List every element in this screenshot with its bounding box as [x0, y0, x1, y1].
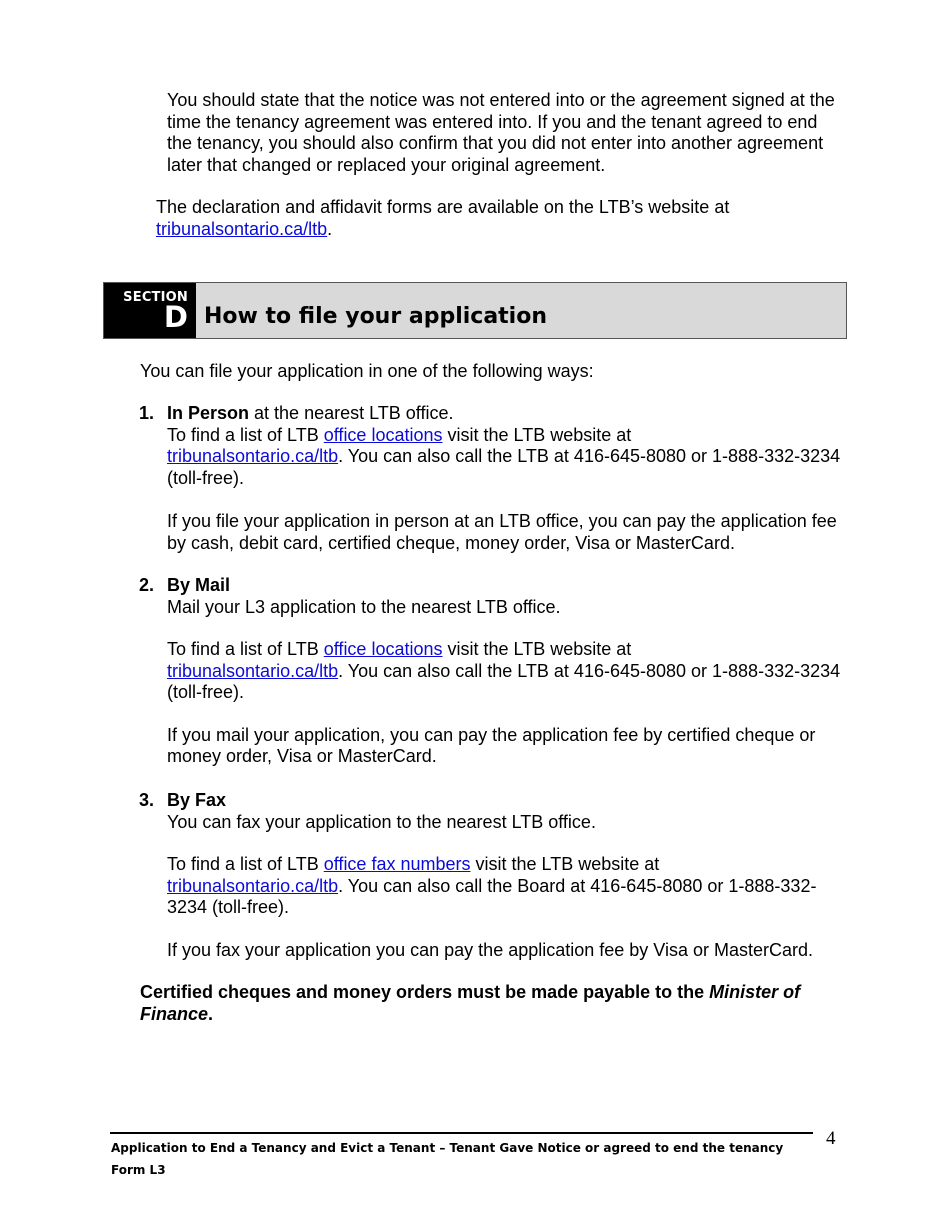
section-tab: [104, 283, 196, 338]
forms-availability-paragraph: [156, 197, 836, 240]
by-mail-heading: [167, 575, 847, 597]
item-number: 2.: [139, 575, 155, 595]
ltb-website-link[interactable]: tribunalsontario.ca/ltb: [167, 875, 339, 896]
find-text: To find a list of LTB: [167, 854, 324, 874]
call-text: . You can also call the Board at 416-645-8080 or 1-888-332-3234 (toll-free).: [167, 875, 817, 917]
by-fax-method: [167, 790, 847, 961]
item-number: 3.: [139, 790, 155, 810]
by-mail-find: [167, 639, 847, 704]
section-letter: D: [163, 300, 188, 334]
office-locations-link[interactable]: office locations: [323, 424, 443, 445]
footer-rule: [110, 1132, 813, 1134]
find-text: To find a list of LTB: [167, 424, 324, 445]
ltb-website-link[interactable]: tribunalsontario.ca/ltb: [167, 660, 339, 681]
footer-form: Form L3: [111, 1163, 166, 1177]
in-person-title-rest: at the nearest LTB office.: [249, 403, 454, 423]
by-fax-title: By Fax: [167, 790, 227, 810]
filing-methods-lead: You can file your application in one of the following ways:: [140, 361, 594, 381]
payable-italic: Minister of Finance: [140, 982, 801, 1024]
footer-title: Application to End a Tenancy and Evict a Tenant – Tenant Gave Notice or agreed to end the tenancy: [111, 1141, 784, 1155]
by-fax-intro: You can fax your application to the nearest LTB office.: [167, 811, 596, 832]
in-person-find: [167, 425, 847, 490]
item-number: 1.: [139, 403, 155, 423]
payable-end: .: [208, 1003, 214, 1024]
in-person-heading: [167, 403, 847, 425]
office-locations-link[interactable]: office locations: [323, 639, 443, 659]
period: .: [327, 218, 333, 239]
in-person-title: In Person: [167, 403, 250, 423]
by-fax-payment: If you fax your application you can pay the application fee by Visa or MasterCard.: [167, 939, 814, 960]
ltb-website-link[interactable]: tribunalsontario.ca/ltb: [156, 218, 328, 239]
find-text-end: visit the LTB website at: [442, 424, 632, 445]
forms-availability-text: The declaration and affidavit forms are available on the LTB’s website at: [156, 197, 730, 217]
page-number: 4: [826, 1128, 836, 1149]
in-person-payment: If you file your application in person at an LTB office, you can pay the application fee by cash, debit card, certified cheque, money order, Visa or MasterCard.: [167, 511, 837, 553]
intro-paragraph: You should state that the notice was not entered into or the agreement signed at the time the tenancy agreement was entered into. If you and the tenant agreed to end the tenancy, you should also confirm that you did not enter into another agreement later that changed or replaced your original agreement.: [167, 90, 835, 175]
by-mail-payment: If you mail your application, you can pay the application fee by certified cheque or money order, Visa or MasterCard.: [167, 724, 816, 766]
by-mail-method: [167, 575, 847, 768]
by-mail-intro: Mail your L3 application to the nearest LTB office.: [167, 596, 561, 617]
in-person-method: [167, 403, 847, 554]
by-fax-heading: [167, 790, 847, 812]
call-text: . You can also call the LTB at 416-645-8080 or 1-888-332-3234 (toll-free).: [167, 660, 841, 702]
section-title: How to file your application: [204, 304, 547, 329]
call-text: . You can also call the LTB at 416-645-8080 or 1-888-332-3234 (toll-free).: [167, 446, 841, 488]
by-fax-find: [167, 854, 847, 919]
office-fax-numbers-link[interactable]: office fax numbers: [323, 854, 471, 874]
by-mail-title: By Mail: [167, 575, 231, 595]
section-word: SECTION: [123, 290, 188, 305]
payable-text: Certified cheques and money orders must be made payable to the: [140, 982, 710, 1002]
find-text: To find a list of LTB: [167, 639, 324, 659]
find-text-end: visit the LTB website at: [442, 639, 632, 659]
section-header: [103, 282, 847, 339]
ltb-website-link[interactable]: tribunalsontario.ca/ltb: [167, 446, 339, 466]
find-text-end: visit the LTB website at: [470, 854, 660, 874]
payable-note: [140, 982, 840, 1025]
